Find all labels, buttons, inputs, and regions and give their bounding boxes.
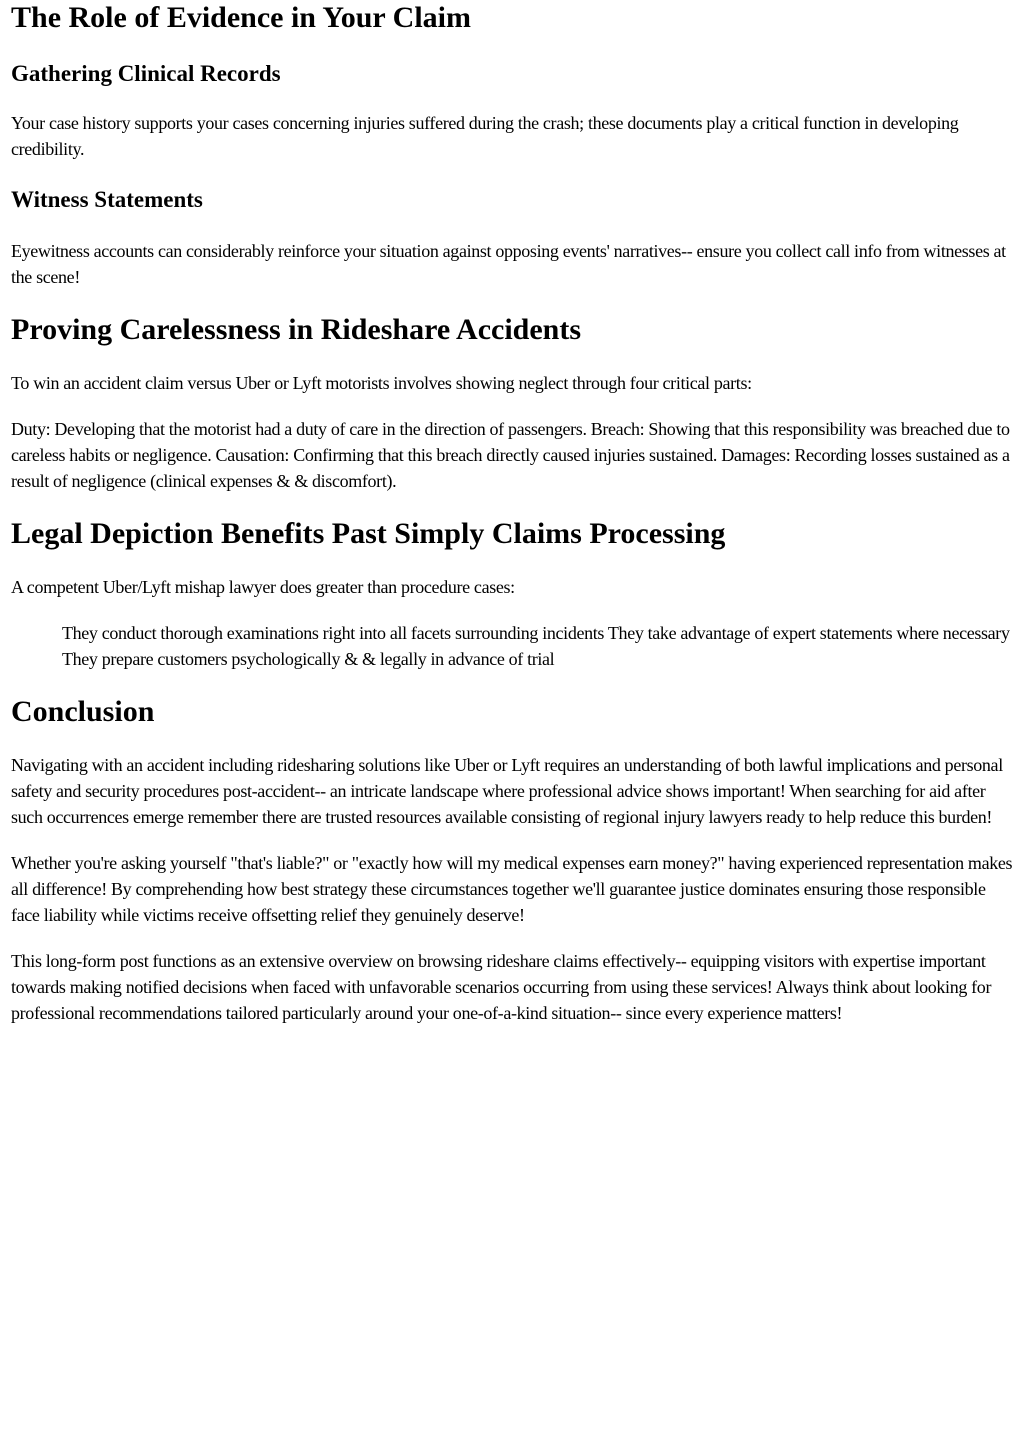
paragraph-conclusion-2: Whether you're asking yourself "that's liable?" or "exactly how will my medical expenses earn money?" having experienced representation makes all difference! By comprehending how best strategy these circumstances together we'll guarantee justice dominates ensuring those responsible face liability while victims receive offsetting relief they genuinely deserve! [11, 853, 1013, 925]
blockquote-legal-benefits: They conduct thorough examinations right into all facets surrounding incidents They take advantage of expert statements where necessary They prepare customers psychologically & & legally in advance of trial [62, 623, 1010, 669]
paragraph-conclusion-1: Navigating with an accident including ridesharing solutions like Uber or Lyft requires an understanding of both lawful implications and personal safety and security procedures post-accident-- an intricate landscape where professional advice shows important! When searching for aid after such occurrences emerge remember there are trusted resources available consisting of regional injury lawyers ready to help reduce this burden! [11, 755, 1003, 827]
paragraph-proving-parts: Duty: Developing that the motorist had a duty of care in the direction of passengers. Breach: Showing that this responsibility was breached due to careless habits or negligence. Causation: Confirming that this breach directly caused injuries sustained. Damages: Recording losses sustained as a result of negligence (clinical expenses & & discomfort). [11, 419, 1010, 491]
paragraph-witness-statements: Eyewitness accounts can considerably reinforce your situation against opposing events' narratives-- ensure you collect call info from witnesses at the scene! [11, 241, 1006, 287]
paragraph-clinical-records: Your case history supports your cases concerning injuries suffered during the crash; these documents play a critical function in developing credibility. [11, 113, 959, 159]
paragraph-proving-intro: To win an accident claim versus Uber or Lyft motorists involves showing neglect through four critical parts: [11, 373, 752, 393]
subheading-witness-statements: Witness Statements [11, 187, 203, 212]
subheading-clinical-records: Gathering Clinical Records [11, 61, 281, 86]
section-heading-conclusion: Conclusion [11, 695, 155, 728]
paragraph-legal-intro: A competent Uber/Lyft mishap lawyer does greater than procedure cases: [11, 577, 515, 597]
paragraph-conclusion-3: This long-form post functions as an extensive overview on browsing rideshare claims effectively-- equipping visitors with expertise important towards making notified decisions when faced with unfavorable scenarios occurring from using these services! Always think about looking for professional recommendations tailored particularly around your one-of-a-kind situation-- since every experience matters! [11, 951, 992, 1023]
section-heading-legal-depiction: Legal Depiction Benefits Past Simply Claims Processing [11, 517, 726, 550]
section-heading-proving-carelessness: Proving Carelessness in Rideshare Accidents [11, 313, 582, 346]
section-heading-evidence: The Role of Evidence in Your Claim [11, 1, 472, 34]
